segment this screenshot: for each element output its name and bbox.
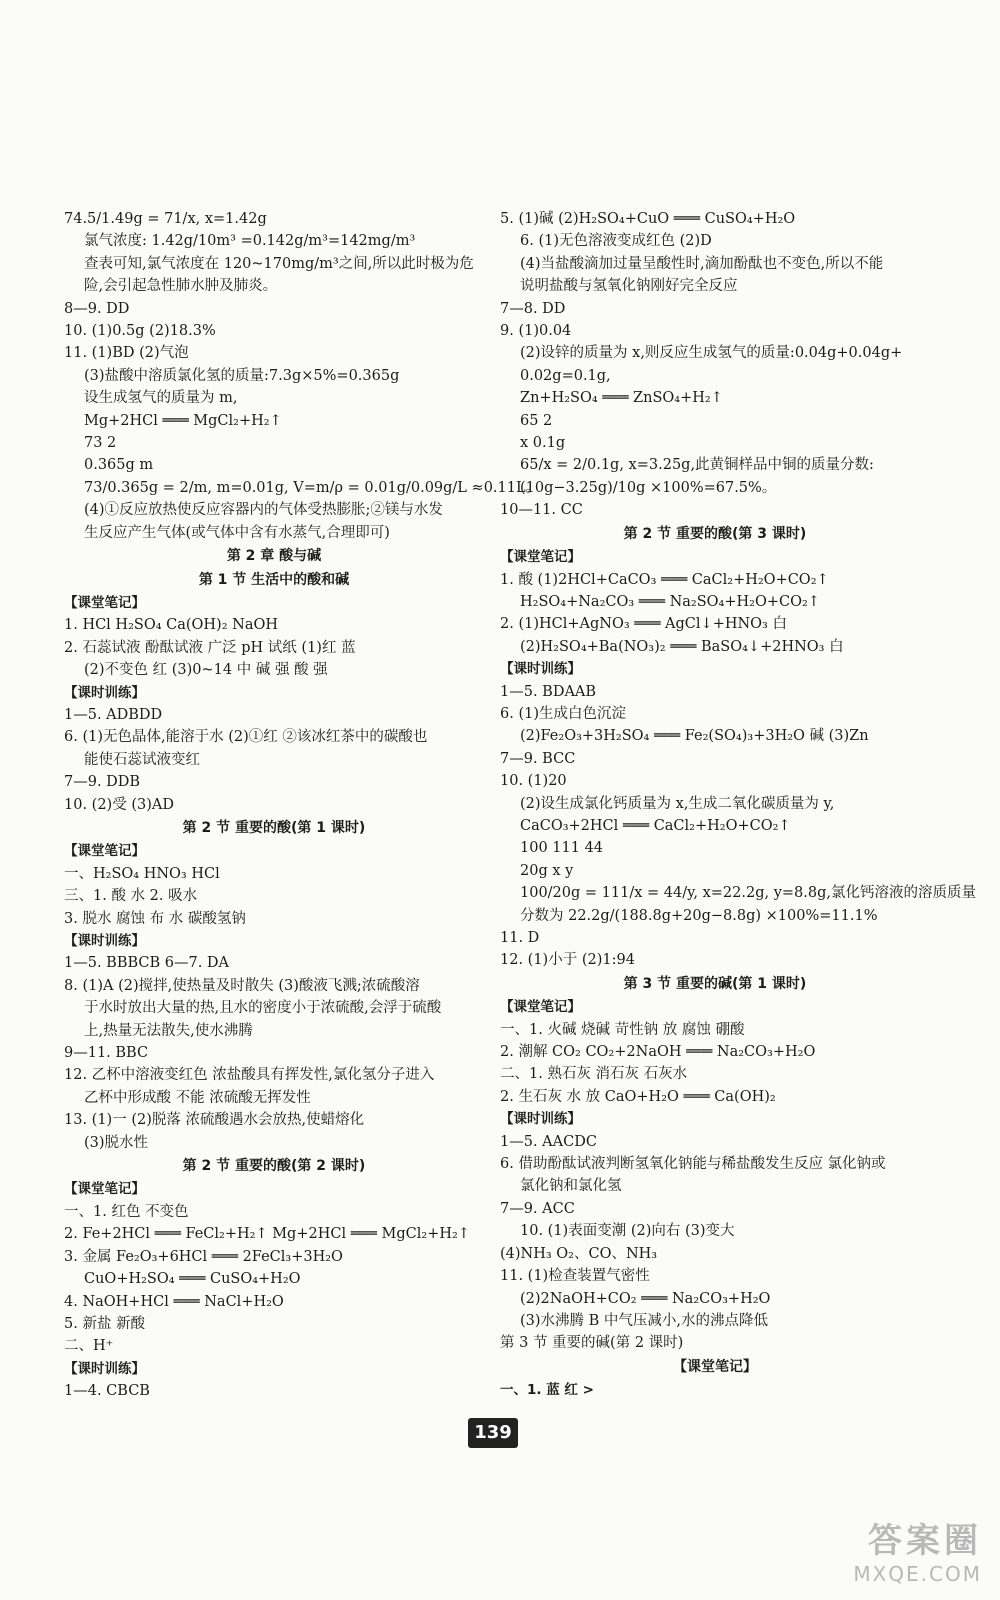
answer-line: 65 2 (520, 412, 553, 429)
answer-line: 10. (2)受 (3)AD (64, 796, 174, 813)
answer-line: 1—4. CBCB (64, 1383, 150, 1400)
answer-line: 8—9. DD (64, 300, 130, 317)
section-heading: 第 2 节 重要的酸(第 1 课时) (182, 819, 366, 836)
answer-line: 3. 脱水 腐蚀 布 水 碳酸氢钠 (64, 910, 246, 927)
answer-line: 0.02g=0.1g, (520, 367, 611, 384)
answer-line: 1—5. BBBCB 6—7. DA (64, 955, 230, 972)
answer-line: H₂SO₄+Na₂CO₃ ═══ Na₂SO₄+H₂O+CO₂↑ (520, 593, 820, 610)
answer-line: 4. NaOH+HCl ═══ NaCl+H₂O (64, 1293, 284, 1310)
answer-line: 二、H⁺ (64, 1338, 114, 1355)
answer-line: 设生成氢气的质量为 m, (84, 390, 238, 407)
answer-line: (3)水沸腾 B 中气压减小,水的沸点降低 (520, 1312, 769, 1329)
answer-line: 11. D (500, 930, 540, 946)
answer-line: 1. 酸 (1)2HCl+CaCO₃ ═══ CaCl₂+H₂O+CO₂↑ (500, 571, 829, 588)
answer-line: 5. (1)碱 (2)H₂SO₄+CuO ═══ CuSO₄+H₂O (500, 211, 796, 227)
answer-line: 一、H₂SO₄ HNO₃ HCl (64, 865, 220, 882)
answer-line: 1—5. ADBDD (64, 706, 163, 723)
subsection-label: 【课堂笔记】 (500, 999, 581, 1016)
answer-line: 乙杯中形成酸 不能 浓硫酸无挥发性 (84, 1089, 311, 1106)
answer-line: 1—5. AACDC (500, 1133, 597, 1150)
answer-line: 12. 乙杯中溶液变红色 浓盐酸具有挥发性,氯化氢分子进入 (64, 1067, 435, 1084)
answer-line: 分数为 22.2g/(188.8g+20g−8.8g) ×100%=11.1% (520, 907, 878, 924)
answer-line: 9. (1)0.04 (500, 323, 572, 340)
answer-line: 5. 新盐 新酸 (64, 1315, 146, 1332)
answer-line: (2)Fe₂O₃+3H₂SO₄ ═══ Fe₂(SO₄)₃+3H₂O 碱 (3)Zn (520, 728, 869, 745)
answer-line: (2)不变色 红 (3)0~14 中 碱 强 酸 强 (84, 662, 328, 679)
answer-line: 于水时放出大量的热,且水的密度小于浓硫酸,会浮于硫酸 (84, 1000, 442, 1017)
answer-line: 2. (1)HCl+AgNO₃ ═══ AgCl↓+HNO₃ 白 (500, 616, 787, 633)
answer-line: 一、1. 红色 不变色 (64, 1203, 189, 1220)
answer-line: 2. 潮解 CO₂ CO₂+2NaOH ═══ Na₂CO₃+H₂O (500, 1044, 816, 1061)
answer-line: 2. 生石灰 水 放 CaO+H₂O ═══ Ca(OH)₂ (500, 1088, 776, 1105)
answer-line: 上,热量无法散失,使水沸腾 (84, 1022, 253, 1039)
answer-line: 11. (1)检查装置气密性 (500, 1268, 650, 1285)
answer-line: 6. (1)无色溶液变成红色 (2)D (520, 233, 712, 250)
subsection-label: 【课时训练】 (64, 933, 145, 949)
answer-line: 73 2 (84, 435, 117, 452)
answer-line: Zn+H₂SO₄ ═══ ZnSO₄+H₂↑ (520, 390, 723, 407)
answer-line: (4)NH₃ O₂、CO、NH₃ (500, 1245, 658, 1262)
subsection-label: 【课堂笔记】 (64, 594, 145, 611)
subsection-label: 一、1. 蓝 红 > (500, 1382, 594, 1399)
answer-line: 7—9. ACC (500, 1200, 575, 1217)
answer-line: x 0.1g (520, 435, 566, 452)
answer-line: (2)设生成氯化钙质量为 x,生成二氧化碳质量为 y, (520, 795, 835, 812)
answer-line: 12. (1)小于 (2)1:94 (500, 952, 635, 969)
section-heading: 第 1 节 生活中的酸和碱 (198, 571, 350, 588)
answer-line: (4)①反应放热使反应容器内的气体受热膨胀;②镁与水发 (84, 502, 443, 519)
answer-line: 7—9. BCC (500, 750, 576, 767)
answer-line: 10. (1)0.5g (2)18.3% (64, 323, 216, 340)
answer-line: CaCO₃+2HCl ═══ CaCl₂+H₂O+CO₂↑ (520, 817, 791, 834)
answer-line: 查表可知,氯气浓度在 120~170mg/m³之间,所以此时极为危 (84, 255, 474, 272)
answer-line: 一、1. 火碱 烧碱 苛性钠 放 腐蚀 硼酸 (500, 1021, 745, 1038)
answer-line: 说明盐酸与氢氧化钠刚好完全反应 (520, 278, 738, 295)
answer-line: (3)脱水性 (84, 1134, 149, 1151)
answer-line: 9—11. BBC (64, 1045, 149, 1062)
answer-line: 100 111 44 (520, 840, 604, 857)
answer-line: (10g−3.25g)/10g ×100%=67.5%。 (520, 479, 777, 496)
answer-line: (4)当盐酸滴加过量呈酸性时,滴加酚酞也不变色,所以不能 (520, 255, 884, 272)
answer-line: 二、1. 熟石灰 消石灰 石灰水 (500, 1066, 688, 1083)
answer-line: 2. Fe+2HCl ═══ FeCl₂+H₂↑ Mg+2HCl ═══ MgCl₂+H₂↑ (64, 1226, 470, 1243)
section-heading: 第 2 节 重要的酸(第 2 课时) (182, 1158, 366, 1175)
answer-line: CuO+H₂SO₄ ═══ CuSO₄+H₂O (84, 1271, 301, 1288)
watermark-url: MXQE.COM (853, 1562, 982, 1586)
answer-line: 10—11. CC (500, 502, 583, 519)
answer-line: 氯气浓度: 1.42g/10m³ =0.142g/m³=142mg/m³ (84, 233, 416, 250)
answer-line: 6. (1)无色晶体,能溶于水 (2)①红 ②该冰红茶中的碳酸也 (64, 729, 428, 746)
answer-line: 2. 石蕊试液 酚酞试液 广泛 pH 试纸 (1)红 蓝 (64, 639, 356, 656)
answer-line: 10. (1)表面变潮 (2)向右 (3)变大 (520, 1223, 735, 1240)
subsection-label: 【课堂笔记】 (64, 843, 145, 860)
answer-line: 20g x y (520, 862, 574, 879)
answer-line: 1—5. BDAAB (500, 683, 597, 700)
section-heading: 第 3 节 重要的碱(第 1 课时) (623, 975, 807, 992)
answer-line: (3)盐酸中溶质氯化氢的质量:7.3g×5%=0.365g (84, 367, 400, 384)
watermark-logo-text: 答案圈 (868, 1521, 982, 1561)
section-heading: 【课堂笔记】 (673, 1358, 757, 1375)
section-heading: 第 2 节 重要的酸(第 3 课时) (623, 525, 807, 542)
answer-line: 3. 金属 Fe₂O₃+6HCl ═══ 2FeCl₃+3H₂O (64, 1248, 343, 1265)
answer-line: 100/20g = 111/x = 44/y, x=22.2g, y=8.8g,氯化钙溶液的溶质质量 (520, 885, 976, 902)
answer-line: 生反应产生气体(或气体中含有水蒸气,合理即可) (84, 524, 390, 541)
answer-line: 65/x = 2/0.1g, x=3.25g,此黄铜样品中铜的质量分数: (520, 457, 874, 474)
answer-line: Mg+2HCl ═══ MgCl₂+H₂↑ (84, 412, 282, 429)
answer-line: 险,会引起急性肺水肿及肺炎。 (84, 278, 278, 295)
subsection-label: 【课时训练】 (500, 1111, 581, 1128)
answer-line: 6. (1)生成白色沉淀 (500, 705, 626, 722)
answer-line: 7—8. DD (500, 300, 566, 317)
answer-line: 10. (1)20 (500, 773, 567, 790)
answer-line: 能使石蕊试液变红 (84, 751, 200, 768)
answer-line: 11. (1)BD (2)气泡 (64, 345, 189, 362)
answer-line: 6. 借助酚酞试液判断氢氧化钠能与稀盐酸发生反应 氯化钠或 (500, 1156, 886, 1173)
subsection-label: 【课时训练】 (500, 661, 581, 678)
subsection-label: 【课时训练】 (64, 1360, 145, 1377)
answer-line: 73/0.365g = 2/m, m=0.01g, V=m/ρ = 0.01g/0.09g/L ≈0.11L。 (84, 479, 541, 496)
answer-line: 三、1. 酸 水 2. 吸水 (64, 888, 198, 905)
answer-line: 1. HCl H₂SO₄ Ca(OH)₂ NaOH (64, 617, 279, 634)
answer-line: (2)2NaOH+CO₂ ═══ Na₂CO₃+H₂O (520, 1290, 771, 1307)
right-column (500, 208, 976, 1402)
watermark (853, 1513, 982, 1586)
answer-line: (2)H₂SO₄+Ba(NO₃)₂ ═══ BaSO₄↓+2HNO₃ 白 (520, 638, 844, 655)
answer-line: 0.365g m (84, 457, 154, 474)
subsection-label: 【课堂笔记】 (64, 1181, 145, 1198)
page-number: 139 (468, 1418, 518, 1448)
subsection-label: 【课堂笔记】 (500, 549, 581, 566)
answer-line: 13. (1)一 (2)脱落 浓硫酸遇水会放热,使蜡熔化 (64, 1112, 365, 1129)
subsection-label: 【课时训练】 (64, 684, 145, 701)
answer-line: 8. (1)A (2)搅拌,使热量及时散失 (3)酸液飞溅;浓硫酸溶 (64, 977, 420, 994)
answer-line: 氯化钠和氯化氢 (520, 1178, 622, 1195)
answer-line: (2)设锌的质量为 x,则反应生成氢气的质量:0.04g+0.04g+ (520, 345, 903, 362)
answer-line: 74.5/1.49g = 71/x, x=1.42g (64, 211, 267, 227)
section-heading: 第 2 章 酸与碱 (226, 548, 322, 565)
answer-line: 第 3 节 重要的碱(第 2 课时) (500, 1335, 684, 1352)
answer-line: 7—9. DDB (64, 774, 141, 791)
